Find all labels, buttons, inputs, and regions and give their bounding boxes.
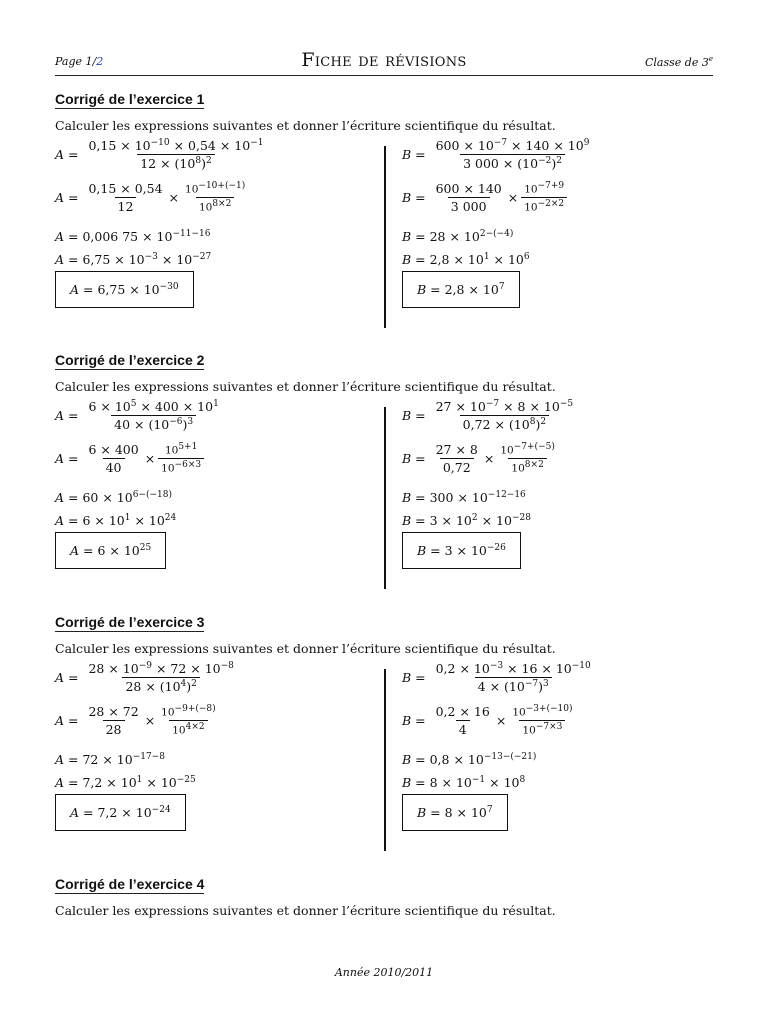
variable: B = <box>402 407 430 423</box>
variable: A = <box>55 712 83 728</box>
numerator: $28 \times 10^{-9} \times 72 \times 10^{-8}$ <box>88 660 234 676</box>
numerator: $27 \times 10^{-7} \times 8 \times 10^{-5}$ <box>435 398 574 414</box>
variable: A = <box>55 751 83 767</box>
equation <box>402 775 525 790</box>
equation-step <box>402 181 570 214</box>
equation-step <box>402 442 561 475</box>
expression: $6,75 \times 10^{-3} \times 10^{-27}$ <box>82 251 212 267</box>
variable: B = <box>402 712 430 728</box>
times-sign: × <box>168 189 180 205</box>
equation <box>55 490 172 505</box>
equation <box>402 661 597 694</box>
variable: A = <box>55 489 83 505</box>
fraction <box>433 704 493 737</box>
variable: A = <box>55 228 83 244</box>
boxed-result <box>402 532 521 569</box>
numerator: $10^{-7+9}$ <box>524 181 565 196</box>
fraction <box>85 399 221 432</box>
boxed-result <box>55 532 166 569</box>
denominator: $10^{4\times 2}$ <box>169 720 207 737</box>
variable: B = <box>402 751 430 767</box>
variable: B = <box>417 804 445 820</box>
equation <box>55 794 186 831</box>
expression: $7,2 \times 10^{-24}$ <box>97 804 171 820</box>
equation <box>402 252 530 267</box>
variable: B = <box>417 281 445 297</box>
denominator: $10^{8\times 2}$ <box>508 458 546 475</box>
numerator: 600 × 140 <box>435 180 502 196</box>
expression: $3 \times 10^2 \times 10^{-28}$ <box>429 512 531 528</box>
denominator: 0,72 <box>440 458 474 475</box>
numerator: 27 × 8 <box>435 441 478 457</box>
boxed-result <box>55 271 194 308</box>
equation <box>55 138 270 171</box>
denominator: 40 <box>103 458 125 475</box>
page-title: Fiche de révisions <box>301 49 467 71</box>
equation-step <box>55 704 222 737</box>
denominator: 28 <box>103 720 125 737</box>
right-column <box>402 614 732 864</box>
expression: $7,2 \times 10^1 \times 10^{-25}$ <box>82 774 196 790</box>
left-column <box>55 91 385 341</box>
power-fraction <box>158 442 204 474</box>
numerator: 0,2 × 16 <box>435 703 490 719</box>
equation-step <box>402 138 595 171</box>
expression: $28 \times 10^{2-(-4)}$ <box>429 228 514 244</box>
column-divider <box>384 146 386 328</box>
right-column <box>402 352 732 602</box>
denominator: 12 <box>115 197 137 214</box>
class-label-text: Classe de 3 <box>645 55 709 69</box>
denominator: $10^{-6\times 3}$ <box>158 458 204 475</box>
denominator: $28 \times (10^4)^2$ <box>122 677 199 694</box>
equation <box>402 229 513 244</box>
right-column <box>402 91 732 341</box>
fraction <box>85 661 236 694</box>
boxed-result <box>402 794 508 831</box>
page-header <box>55 49 713 76</box>
equation-step <box>55 661 240 694</box>
equation <box>402 704 579 737</box>
equation <box>55 532 166 569</box>
equation <box>402 532 521 569</box>
denominator: $0,72 \times (10^8)^2$ <box>460 415 549 432</box>
denominator: 3 $000 \times (10^{-2})^2$ <box>460 154 565 171</box>
equation-step <box>402 775 525 790</box>
denominator: $40 \times (10^{-6})^3$ <box>111 415 196 432</box>
variable: B = <box>402 512 430 528</box>
equation <box>55 442 207 475</box>
variable: B = <box>402 669 430 685</box>
variable: A = <box>55 512 83 528</box>
equation <box>402 490 526 505</box>
equation-step <box>55 229 210 244</box>
equation-step <box>55 490 172 505</box>
equation <box>402 181 570 214</box>
equation-step <box>55 513 176 528</box>
equation <box>55 252 211 267</box>
boxed-result <box>402 271 520 308</box>
fraction <box>433 661 594 694</box>
expression: $72 \times 10^{-17-8}$ <box>82 751 165 767</box>
times-sign: × <box>144 712 156 728</box>
equation <box>402 513 531 528</box>
numerator: $10^{-10+(-1)}$ <box>185 181 246 196</box>
equation-step <box>402 661 597 694</box>
denominator: $10^{-2\times 2}$ <box>521 197 567 214</box>
denominator: 4 <box>456 720 470 737</box>
left-column <box>55 614 385 864</box>
equation <box>55 704 222 737</box>
section-title: Corrigé de l’exercice 1 <box>55 91 205 107</box>
expression: $3 \times 10^{-26}$ <box>444 542 506 558</box>
equation <box>55 229 210 244</box>
expression: $300 \times 10^{-12-16}$ <box>429 489 526 505</box>
numerator: 6 × 400 <box>88 441 139 457</box>
equation-step <box>402 752 536 767</box>
expression: $8 \times 10^{-1} \times 10^8$ <box>429 774 526 790</box>
expression: $6,75 \times 10^{-30}$ <box>97 281 179 297</box>
fraction <box>433 181 505 214</box>
denominator: $10^{8\times 2}$ <box>196 197 234 214</box>
equation-step <box>55 442 207 475</box>
fraction <box>85 442 141 475</box>
equation <box>55 661 240 694</box>
variable: A = <box>55 669 83 685</box>
variable: B = <box>402 189 430 205</box>
instruction-text: Calculer les expressions suivantes et donner l’écriture scientifique du résultat. <box>55 903 556 918</box>
equation <box>402 794 508 831</box>
equation <box>55 513 176 528</box>
power-fraction <box>158 704 218 736</box>
expression: $60 \times 10^{6-(-18)}$ <box>82 489 172 505</box>
variable: B = <box>402 774 430 790</box>
section-title: Corrigé de l’exercice 3 <box>55 614 205 630</box>
denominator: $4 \times (10^{-7})^3$ <box>475 677 552 694</box>
times-sign: × <box>507 189 519 205</box>
numerator: $10^{-9+(-8)}$ <box>161 704 216 719</box>
variable: A = <box>70 542 98 558</box>
expression: $6 \times 10^1 \times 10^{24}$ <box>82 512 177 528</box>
class-label <box>645 55 713 69</box>
power-fraction <box>497 442 557 474</box>
column-divider <box>384 669 386 851</box>
instruction-text: Calculer les expressions suivantes et donner l’écriture scientifique du résultat. <box>55 118 556 133</box>
equation <box>402 138 595 171</box>
expression: $0,8 \times 10^{-13-(-21)}$ <box>429 751 537 767</box>
expression: $8 \times 10^7$ <box>444 804 493 820</box>
fraction <box>433 399 577 432</box>
section-title: Corrigé de l’exercice 2 <box>55 352 205 368</box>
equation <box>402 752 536 767</box>
power-fraction <box>182 181 248 213</box>
fraction <box>433 442 481 475</box>
numerator: $6 \times 10^5 \times 400 \times 10^1$ <box>88 398 219 414</box>
numerator: 0,15 × 0,54 <box>88 180 163 196</box>
numerator: $10^{5+1}$ <box>164 442 198 457</box>
equation-step <box>402 252 530 267</box>
variable: B = <box>402 228 430 244</box>
equation <box>55 271 194 308</box>
equation <box>55 752 165 767</box>
boxed-result <box>55 794 186 831</box>
instruction-text: Calculer les expressions suivantes et donner l’écriture scientifique du résultat. <box>55 379 556 394</box>
equation <box>402 399 579 432</box>
class-label-sup: e <box>708 55 713 63</box>
equation-step <box>402 229 513 244</box>
numerator: $10^{-3+(-10)}$ <box>512 704 573 719</box>
variable: A = <box>55 251 83 267</box>
equation <box>55 399 225 432</box>
expression: 0,006 $75 \times 10^{-11-16}$ <box>82 228 211 244</box>
denominator: $10^{-7\times 3}$ <box>519 720 565 737</box>
variable: B = <box>402 146 430 162</box>
page-number-prefix: Page 1/ <box>55 55 97 68</box>
variable: A = <box>70 281 98 297</box>
numerator: $10^{-7+(-5)}$ <box>500 442 555 457</box>
section-title: Corrigé de l’exercice 4 <box>55 876 205 892</box>
denominator: $12 \times (10^8)^2$ <box>137 154 214 171</box>
equation-step <box>402 399 579 432</box>
page-total-link[interactable]: 2 <box>96 55 104 68</box>
power-fraction <box>509 704 575 736</box>
instruction-text: Calculer les expressions suivantes et donner l’écriture scientifique du résultat. <box>55 641 556 656</box>
numerator: $600 \times 10^{-7} \times 140 \times 10^9$ <box>435 137 590 153</box>
power-fraction <box>521 181 567 213</box>
variable: A = <box>70 804 98 820</box>
equation <box>402 442 561 475</box>
variable: B = <box>402 251 430 267</box>
variable: A = <box>55 450 83 466</box>
equation-step <box>55 252 211 267</box>
equation <box>55 775 196 790</box>
equation <box>55 181 251 214</box>
numerator: 28 × 72 <box>88 703 139 719</box>
equation-step <box>402 490 526 505</box>
fraction <box>85 181 165 214</box>
equation-step <box>55 138 270 171</box>
denominator: 3 000 <box>448 197 490 214</box>
equation-step <box>55 399 225 432</box>
fraction <box>85 138 266 171</box>
numerator: $0,2 \times 10^{-3} \times 16 \times 10^{-10}$ <box>435 660 591 676</box>
expression: $6 \times 10^{25}$ <box>97 542 152 558</box>
times-sign: × <box>483 450 495 466</box>
times-sign: × <box>495 712 507 728</box>
variable: B = <box>417 542 445 558</box>
variable: A = <box>55 146 83 162</box>
equation-step <box>402 704 579 737</box>
expression: $2,8 \times 10^1 \times 10^6$ <box>429 251 530 267</box>
equation <box>402 271 520 308</box>
fraction <box>433 138 593 171</box>
times-sign: × <box>144 450 156 466</box>
numerator: $0,15 \times 10^{-10} \times 0,54 \times 10^{-1}$ <box>88 137 264 153</box>
variable: A = <box>55 189 83 205</box>
equation-step <box>55 775 196 790</box>
variable: B = <box>402 489 430 505</box>
page-footer: Année 2010/2011 <box>334 966 434 979</box>
variable: A = <box>55 407 83 423</box>
equation-step <box>55 752 165 767</box>
fraction <box>85 704 141 737</box>
equation-step <box>402 513 531 528</box>
equation-step <box>55 181 251 214</box>
column-divider <box>384 407 386 589</box>
left-column <box>55 352 385 602</box>
expression: $2,8 \times 10^7$ <box>444 281 505 297</box>
variable: B = <box>402 450 430 466</box>
variable: A = <box>55 774 83 790</box>
